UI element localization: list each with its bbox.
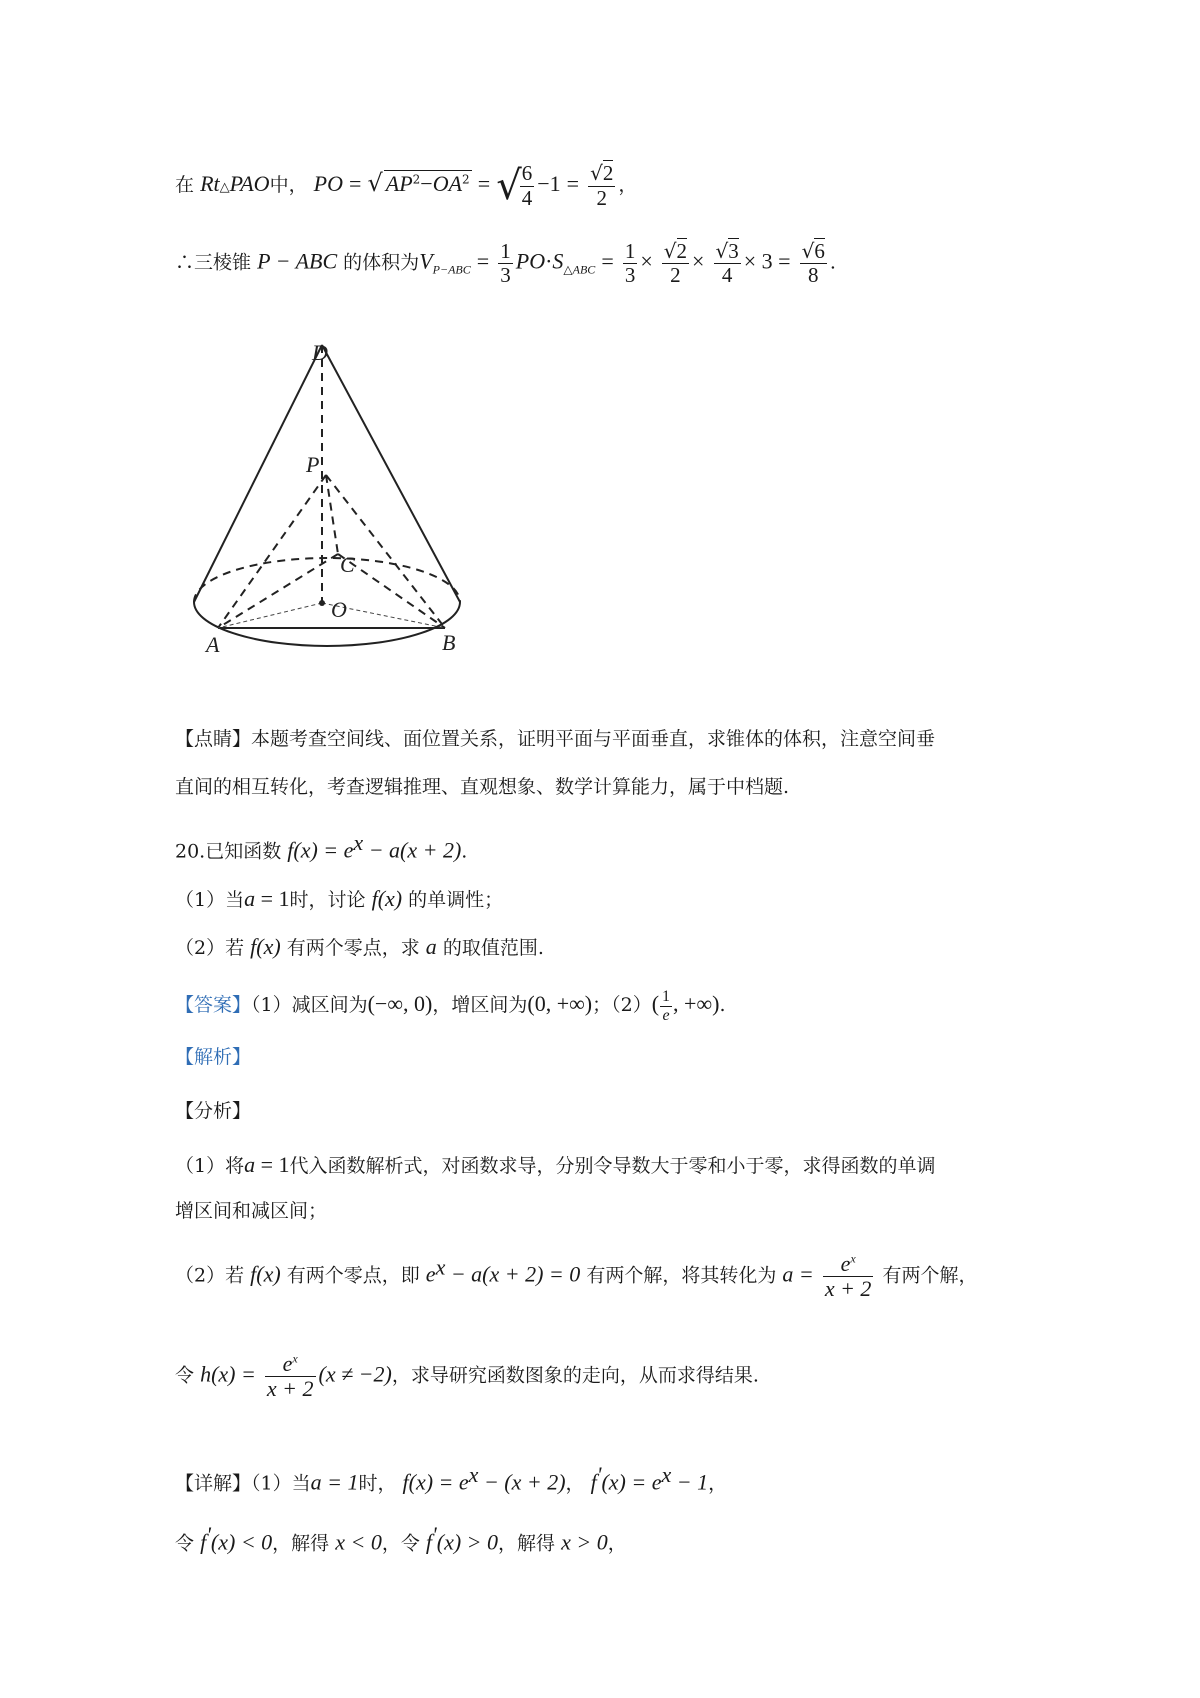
denominator: x + 2 — [824, 1276, 872, 1302]
text: ，解得 — [272, 1532, 330, 1555]
exp: 2 — [462, 172, 470, 187]
times: × — [640, 248, 653, 274]
base-back-arc — [194, 558, 460, 602]
times-three: × 3 = — [743, 248, 791, 274]
numerator: 1 — [500, 239, 511, 263]
math-po: PO — [313, 171, 343, 196]
numerator: 1 — [662, 988, 671, 1005]
radicand: 6 — [814, 239, 825, 263]
math-f: f — [425, 1529, 433, 1555]
text: . — [829, 251, 836, 274]
answer-line — [175, 988, 726, 1024]
numerator: 6 — [521, 161, 533, 186]
text: （1）当 — [175, 889, 245, 911]
text: 代入函数解析式，对函数求导，分别令导数大于零和小于零，求得函数的单调 — [289, 1155, 936, 1177]
radicand: 2 — [676, 239, 688, 263]
text: 有两个解，将其转化为 — [586, 1264, 777, 1287]
edge-pa — [218, 475, 326, 628]
text: （1）当 — [251, 1472, 311, 1495]
math: x > 0 — [561, 1529, 608, 1555]
text: （1）将 — [175, 1155, 245, 1177]
denominator: x + 2 — [266, 1376, 314, 1402]
question-20-part-2 — [175, 934, 544, 960]
prime: ' — [432, 1522, 437, 1547]
fraction — [714, 240, 741, 287]
math: (x) — [377, 886, 403, 911]
text: 直间的相互转化，考查逻辑推理、直观想象、数学计算能力，属于中档题. — [175, 776, 790, 798]
sub: P−ABC — [432, 262, 471, 277]
equals: = — [601, 248, 614, 274]
text: 增区间和减区间； — [175, 1200, 328, 1222]
sqrt-sign: √ — [496, 163, 522, 209]
numerator: $e^x$ — [823, 1252, 874, 1277]
text: 三棱锥 — [194, 251, 252, 274]
math-a: a — [425, 934, 437, 959]
label-b: B — [442, 630, 456, 655]
prime: ' — [206, 1522, 211, 1547]
fraction — [662, 240, 689, 287]
exp: x — [435, 1254, 446, 1280]
prime: ' — [596, 1462, 602, 1487]
math-s: S — [552, 248, 564, 274]
answer-tag: 【答案】 — [175, 994, 252, 1017]
fenxi-heading — [175, 1100, 251, 1123]
radicand: 2 — [602, 161, 614, 186]
math-pabc: P − ABC — [257, 248, 338, 274]
interval: (0, +∞) — [527, 991, 593, 1017]
text: 令 — [175, 1532, 195, 1555]
fraction — [660, 988, 672, 1024]
paren: ( — [651, 991, 660, 1017]
question-20 — [175, 830, 467, 864]
text: . — [719, 994, 726, 1017]
text: 有两个解， — [882, 1264, 978, 1287]
edge-ac — [218, 554, 338, 628]
text: 的取值范围. — [442, 937, 544, 959]
cone-edge-left — [194, 345, 322, 602]
math: (x) > 0 — [436, 1529, 499, 1555]
math-f: f — [250, 1261, 257, 1287]
text: ，解得 — [498, 1532, 556, 1555]
label-d: D — [312, 340, 328, 365]
label-a: A — [206, 632, 220, 657]
detail-line — [175, 1462, 727, 1496]
math-f: f — [287, 837, 294, 863]
text: 的体积为 — [343, 251, 420, 274]
interval: (−∞, 0) — [367, 991, 433, 1017]
math: = 1 — [255, 886, 290, 911]
text: 时，讨论 — [289, 889, 366, 911]
text: （2）若 — [175, 1264, 245, 1287]
math: (x) — [256, 934, 281, 959]
denominator: e — [662, 1006, 670, 1024]
fraction — [520, 162, 535, 209]
text: ，令 — [381, 1532, 420, 1555]
math: a = 1 — [310, 1469, 359, 1495]
text: . — [461, 840, 468, 863]
sub: △ABC — [563, 262, 596, 277]
math: (x) = e — [293, 837, 354, 863]
derivative-sign-line — [175, 1522, 627, 1556]
math: f(x) = e — [402, 1469, 469, 1495]
minus-one: −1 — [537, 171, 561, 196]
math: = 1 — [255, 1152, 290, 1177]
exp: x — [468, 1462, 479, 1487]
fenxi-3 — [175, 1352, 759, 1401]
text: ， — [607, 1532, 627, 1555]
text: 20.已知函数 — [175, 840, 282, 863]
text: （1）减区间为 — [251, 994, 368, 1017]
fraction — [823, 1252, 874, 1301]
exp: x — [661, 1462, 672, 1487]
text: 有两个零点，即 — [286, 1264, 420, 1287]
fenxi-1 — [175, 1152, 936, 1178]
math: (x) — [256, 1261, 281, 1287]
sqrt-sign: √ — [367, 169, 383, 197]
sqrt-body — [384, 170, 472, 197]
text: ， — [618, 174, 638, 196]
math-ap: AP — [385, 171, 413, 196]
detail-tag: 【详解】 — [175, 1472, 252, 1495]
math-a: a — [244, 1152, 256, 1177]
dianjing-tag: 【点睛】 — [175, 728, 252, 750]
equals: = — [566, 171, 580, 196]
numerator: $e^x$ — [265, 1352, 316, 1377]
denominator: 4 — [521, 185, 533, 210]
numerator: √2 — [663, 239, 688, 263]
fenxi-1-cont — [175, 1200, 327, 1223]
math: x < 0 — [335, 1529, 382, 1555]
fraction — [800, 240, 827, 287]
numerator: 1 — [624, 239, 636, 263]
math: − a(x + 2) — [363, 837, 462, 863]
text: 在 — [175, 174, 195, 196]
text: 令 — [175, 1364, 195, 1387]
math-f: f — [590, 1469, 597, 1495]
math: (x) = e — [601, 1469, 662, 1495]
exp: x — [353, 830, 364, 855]
math-f: f — [371, 886, 378, 911]
text: 时， — [358, 1472, 397, 1495]
label-c: C — [340, 552, 355, 577]
math: − 1 — [671, 1469, 709, 1495]
math: − a(x + 2) = 0 — [445, 1261, 581, 1287]
text: ， — [708, 1472, 728, 1495]
triangle-symbol: △ — [219, 180, 230, 195]
numerator: √2 — [590, 161, 614, 186]
question-20-part-1 — [175, 886, 503, 912]
text: 有两个零点，求 — [286, 937, 420, 959]
text: 本题考查空间线、面位置关系，证明平面与平面垂直，求锥体的体积，注意空间垂 — [251, 728, 936, 750]
minus: − — [420, 171, 433, 196]
denominator: 8 — [808, 263, 819, 288]
fraction — [623, 240, 638, 287]
numerator: √3 — [715, 239, 739, 263]
label-p: P — [306, 452, 320, 477]
equals: = — [349, 171, 362, 196]
therefore-symbol: ∴ — [175, 251, 195, 274]
center-point — [319, 600, 325, 606]
fraction — [588, 162, 615, 209]
denominator: 4 — [721, 263, 733, 288]
text: 中， — [269, 174, 308, 196]
math-v: V — [419, 248, 433, 274]
math-a: a — [244, 886, 256, 911]
dot: · — [545, 248, 553, 274]
base-front-arc — [194, 602, 460, 646]
formula-po — [175, 162, 637, 210]
denominator: 2 — [670, 263, 681, 288]
math-h: h(x) = — [200, 1361, 256, 1387]
text: ， — [565, 1472, 585, 1495]
math: (x ≠ −2) — [318, 1361, 392, 1387]
radicand: 3 — [728, 239, 739, 263]
equals: = — [476, 248, 490, 274]
times: × — [692, 248, 705, 274]
equals: = — [477, 171, 491, 196]
fenxi-tag: 【分析】 — [175, 1100, 252, 1122]
formula-volume — [175, 240, 836, 287]
math: (x) < 0 — [210, 1529, 273, 1555]
dianjing-paragraph-1 — [175, 728, 935, 751]
math-pao: PAO — [229, 171, 270, 196]
math-a: a = — [782, 1261, 814, 1287]
math: − (x + 2) — [478, 1469, 566, 1495]
denominator: 3 — [500, 263, 511, 288]
fenxi-2 — [175, 1252, 978, 1301]
text: （2）若 — [175, 937, 245, 959]
math-oa: OA — [432, 171, 463, 196]
fraction — [265, 1352, 316, 1401]
math-f: f — [250, 934, 257, 959]
interval: , +∞) — [673, 991, 720, 1017]
math-rt: Rt — [200, 171, 220, 196]
text: ；（2） — [592, 994, 652, 1017]
cone-pyramid-diagram — [190, 340, 490, 660]
text: ，增区间为 — [432, 994, 528, 1017]
math-po: PO — [515, 248, 546, 274]
text: ，求导研究函数图象的走向，从而求得结果. — [391, 1364, 759, 1387]
dianjing-paragraph-2 — [175, 776, 789, 799]
math-f: f — [200, 1529, 207, 1555]
text: 的单调性； — [408, 889, 504, 911]
denominator: 3 — [624, 263, 636, 288]
label-o: O — [331, 597, 347, 622]
jiexi-tag: 【解析】 — [175, 1046, 252, 1068]
fraction — [498, 240, 513, 287]
exp: 2 — [412, 172, 421, 187]
math-e: e — [425, 1261, 436, 1287]
denominator: 2 — [596, 185, 608, 210]
numerator: √6 — [801, 239, 825, 263]
jiexi-heading — [175, 1046, 251, 1069]
